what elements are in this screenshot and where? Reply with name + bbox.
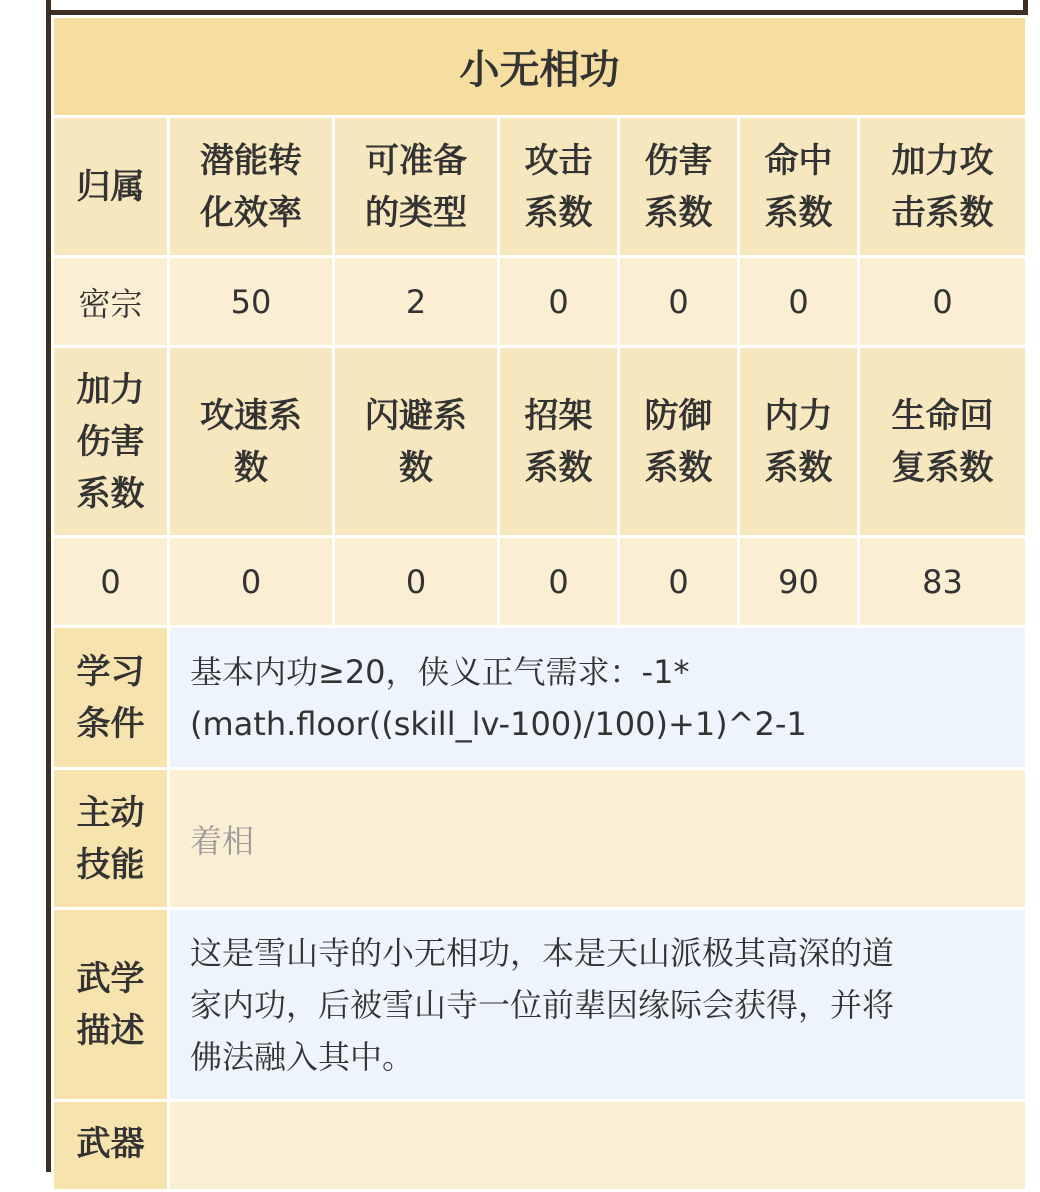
- value-row-2: [53, 537, 1027, 627]
- skill-infobox: [51, 15, 1028, 1192]
- value-defense-coef: 0: [619, 537, 739, 627]
- header-preparable-types: 可准备的类型: [334, 117, 499, 257]
- header-internal-force-coef: 内力系数: [739, 347, 859, 537]
- value-preparable-types: 2: [334, 257, 499, 347]
- weapon-row: [53, 1101, 1027, 1191]
- value-force-damage-coef: 0: [53, 537, 169, 627]
- description-line-1: 这是雪山寺的小无相功，本是天山派极其高深的道: [190, 933, 895, 972]
- value-attack-speed-coef: 0: [169, 537, 334, 627]
- header-parry-coef: 招架系数: [499, 347, 619, 537]
- value-damage-coef: 0: [619, 257, 739, 347]
- header-row-1: [53, 117, 1027, 257]
- active-skill-label: 主动技能: [53, 769, 169, 909]
- header-attack-speed-coef: 攻速系数: [169, 347, 334, 537]
- description-line-3: 佛法融入其中。: [190, 1037, 415, 1076]
- header-defense-coef: 防御系数: [619, 347, 739, 537]
- header-force-damage-coef: 加力伤害系数: [53, 347, 169, 537]
- value-force-attack-coef: 0: [859, 257, 1027, 347]
- description-text: [169, 909, 1027, 1101]
- description-row: [53, 909, 1027, 1101]
- header-dodge-coef: 闪避系数: [334, 347, 499, 537]
- learn-conditions-row: [53, 627, 1027, 769]
- header-hp-regen-coef: 生命回复系数: [859, 347, 1027, 537]
- learn-conditions-label: 学习条件: [53, 627, 169, 769]
- value-dodge-coef: 0: [334, 537, 499, 627]
- value-parry-coef: 0: [499, 537, 619, 627]
- value-affiliation: 密宗: [53, 257, 169, 347]
- value-hp-regen-coef: 83: [859, 537, 1027, 627]
- value-internal-force-coef: 90: [739, 537, 859, 627]
- value-row-1: [53, 257, 1027, 347]
- learn-conditions-text: [169, 627, 1027, 769]
- header-damage-coef: 伤害系数: [619, 117, 739, 257]
- description-label: 武学描述: [53, 909, 169, 1101]
- header-hit-coef: 命中系数: [739, 117, 859, 257]
- weapon-label: 武器: [53, 1101, 169, 1191]
- value-attack-coef: 0: [499, 257, 619, 347]
- value-hit-coef: 0: [739, 257, 859, 347]
- header-force-attack-coef: 加力攻击系数: [859, 117, 1027, 257]
- active-skill-link[interactable]: 着相: [190, 821, 255, 860]
- header-potential-efficiency: 潜能转化效率: [169, 117, 334, 257]
- header-attack-coef: 攻击系数: [499, 117, 619, 257]
- value-potential-efficiency: 50: [169, 257, 334, 347]
- header-affiliation: 归属: [53, 117, 169, 257]
- weapon-value: [169, 1101, 1027, 1191]
- learn-conditions-line-1: 基本内功≥20，侠义正气需求：-1*: [190, 652, 690, 691]
- active-skill-row: [53, 769, 1027, 909]
- active-skill-cell: [169, 769, 1027, 909]
- skill-title: 小无相功: [53, 17, 1027, 117]
- description-line-2: 家内功，后被雪山寺一位前辈因缘际会获得，并将: [190, 985, 895, 1024]
- learn-conditions-line-2: (math.floor((skill_lv-100)/100)+1)^2-1: [190, 704, 807, 743]
- header-row-2: [53, 347, 1027, 537]
